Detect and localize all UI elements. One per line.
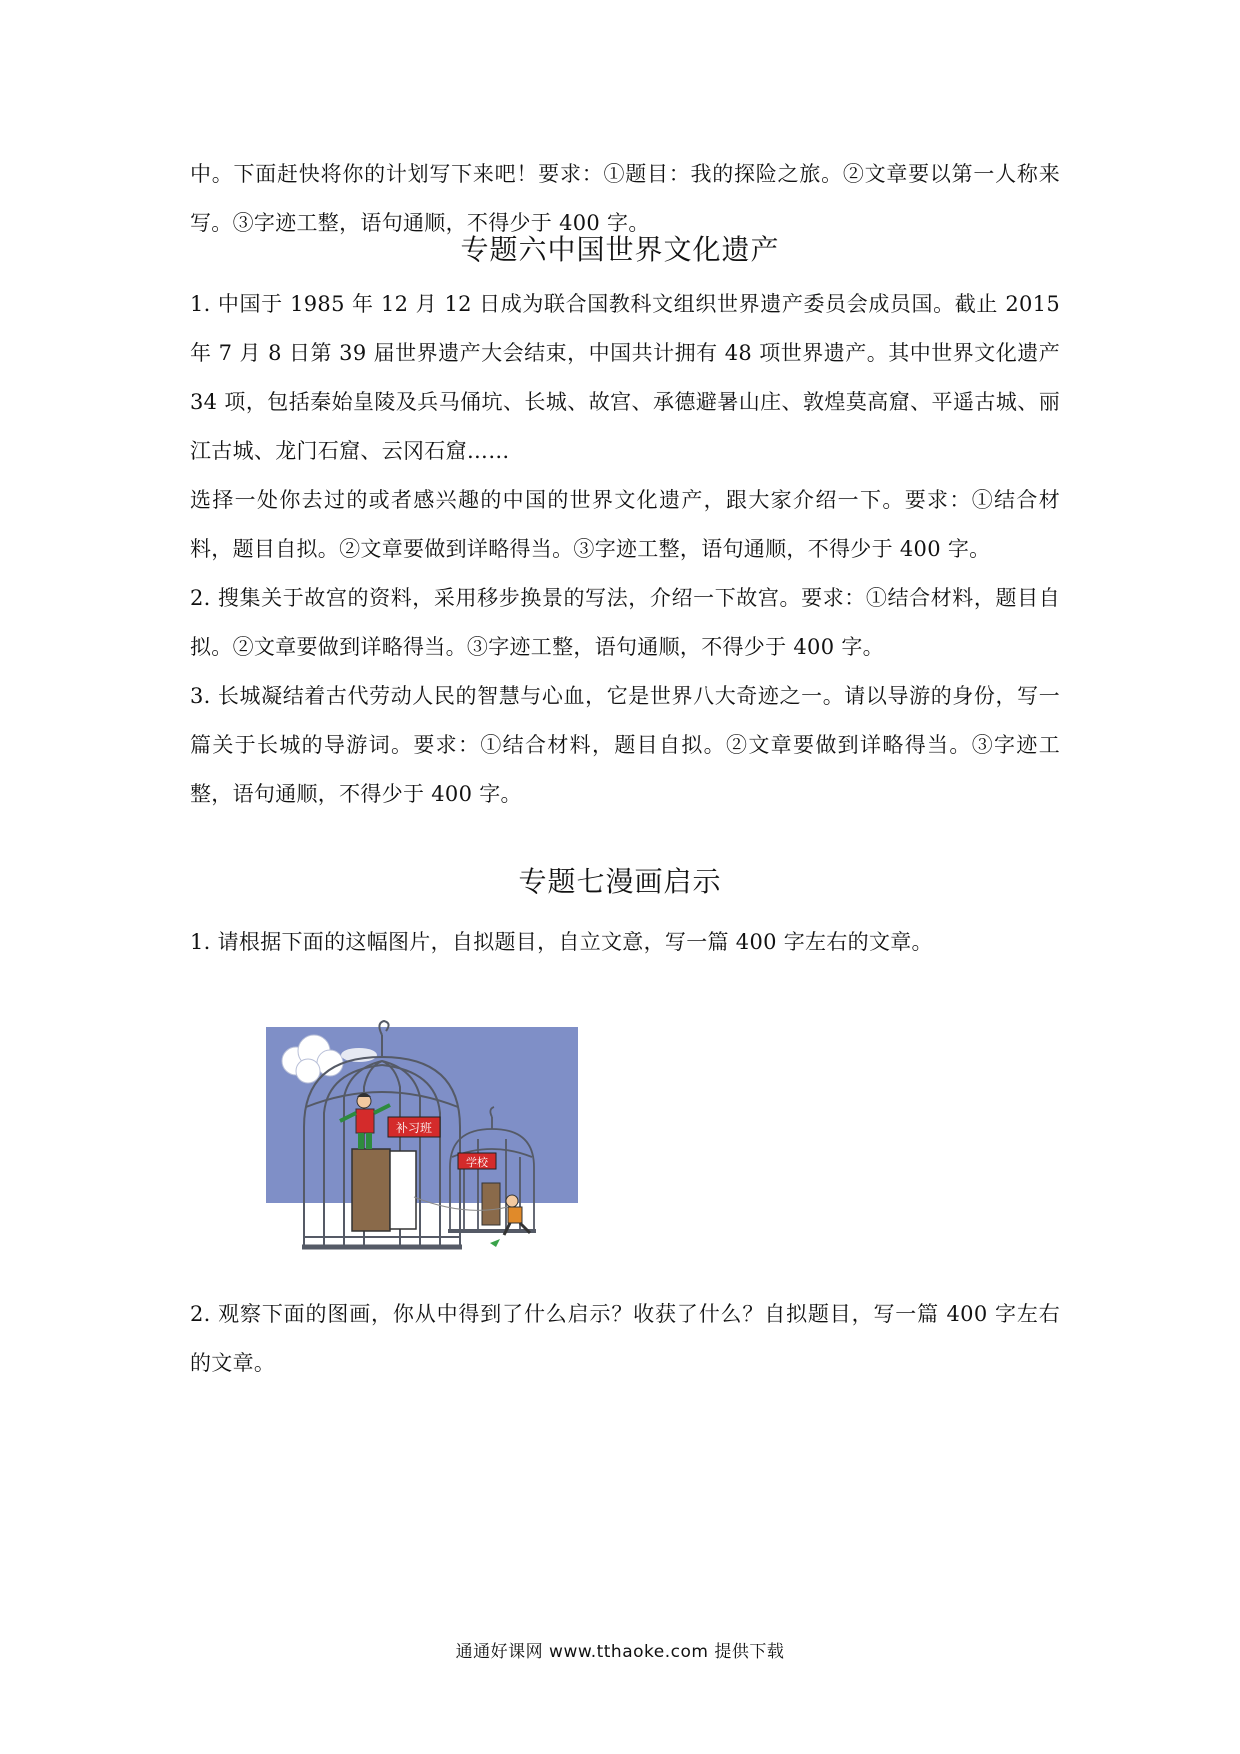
section-six-question-three: 3. 长城凝结着古代劳动人民的智慧与心血，它是世界八大奇迹之一。请以导游的身份，写一篇关于长城的导游词。要求：①结合材料，题目自拟。②文章要做到详略得当。③字迹工整，语句通顺，不得少于 400 字。 <box>190 684 1060 806</box>
section-six-question-one-task: 选择一处你去过的或者感兴趣的中国的世界文化遗产，跟大家介绍一下。要求：①结合材料，题目自拟。②文章要做到详略得当。③字迹工整，语句通顺，不得少于 400 字。 <box>190 488 1060 561</box>
big-cage-door <box>352 1149 390 1231</box>
tutoring-sign-text: 补习班 <box>395 1121 433 1135</box>
open-door-panel <box>390 1151 416 1229</box>
cartoon-figure <box>264 1017 582 1255</box>
intro-paragraph: 中。下面赶快将你的计划写下来吧！要求：①题目：我的探险之旅。②文章要以第一人称来写。③字迹工整，语句通顺，不得少于 400 字。 <box>190 162 1060 235</box>
school-sign-text: 学校 <box>466 1156 488 1169</box>
page-footer: 通通好课网 www.tthaoke.com 提供下载 <box>455 1642 785 1662</box>
section-six-question-one-material: 1. 中国于 1985 年 12 月 12 日成为联合国教科文组织世界遗产委员会成员国。截止 2015 年 7 月 8 日第 39 届世界遗产大会结束，中国共计拥有 48 项世界遗产。其中世界文化遗产 34 项，包括秦始皇陵及兵马俑坑、长城、故宫、承德避暑山庄、敦煌莫高窟、平遥古城、丽江古城、龙门石窟、云冈石窟…… <box>190 292 1060 463</box>
section-six-question-two: 2. 搜集关于故宫的资料，采用移步换景的写法，介绍一下故宫。要求：①结合材料，题目自拟。②文章要做到详略得当。③字迹工整，语句通顺，不得少于 400 字。 <box>190 586 1060 659</box>
section-seven-question-two: 2. 观察下面的图画，你从中得到了什么启示？收获了什么？自拟题目，写一篇 400 字左右的文章。 <box>190 1302 1060 1375</box>
section-seven-heading: 专题七漫画启示 <box>518 865 722 898</box>
section-seven-question-one: 1. 请根据下面的这幅图片，自拟题目，自立文意，写一篇 400 字左右的文章。 <box>190 930 933 954</box>
section-six-heading: 专题六中国世界文化遗产 <box>460 233 780 266</box>
small-cage-door <box>482 1183 500 1225</box>
birdcage-cartoon <box>264 1017 582 1255</box>
